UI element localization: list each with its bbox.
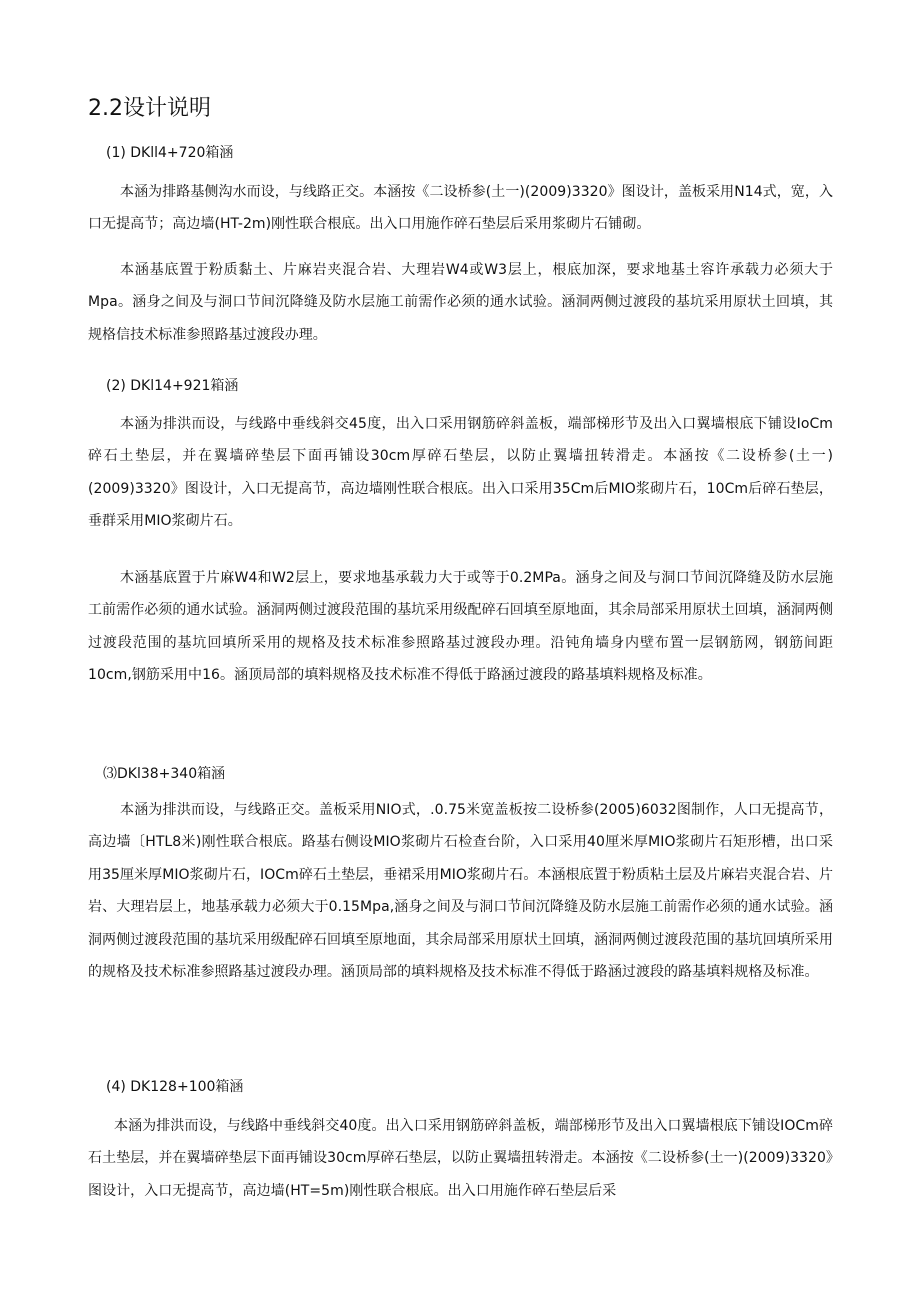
subsection-title-3: ⑶DKl38+340箱涵 xyxy=(103,766,226,782)
paragraph: 本涵为排洪而设，与线路中垂线斜交40度。出入口采用钢筋碎斜盖板，端部梯形节及出入口翼墙根底下铺设IOCm碎石土垫层，并在翼墙碎垫层下面再铺设30cm厚碎石垫层，以防止翼墙扭转滑走。本涵按《二设桥参(土一)(2009)3320》图设计，入口无提高节，高边墙(HT=5m)刚性联合根底。出入口用施作碎石垫层后采 xyxy=(88,1118,833,1199)
paragraph: 本涵为排洪而设，与线路正交。盖板采用NIO式，.0.75米宽盖板按二设桥参(2005)6032图制作，人口无提高节，高边墙〔HTL8米)刚性联合根底。路基右侧设MIO浆砌片石检查台阶，入口采用40厘米厚MIO浆砌片石矩形槽，出口采用35厘米厚MIO浆砌片石，IOCm碎石土垫层，垂裙采用MIO浆砌片石。本涵根底置于粉质粘土层及片麻岩夹混合岩、片岩、大理岩层上，地基承载力必须大于0.15Mpa,涵身之间及与洞口节间沉降缝及防水层施工前需作必须的通水试验。涵洞两侧过渡段范围的基坑采用级配碎石回填至原地面，其余局部采用原状土回填，涵洞两侧过渡段范围的基坑回填所采用的规格及技术标准参照路基过渡段办理。涵顶局部的填料规格及技术标准不得低于路涵过渡段的路基填料规格及标准。 xyxy=(88,802,833,981)
subsection-title-4: (4) DK128+100箱涵 xyxy=(106,1079,244,1095)
paragraph: 本涵基底置于粉质黏土、片麻岩夹混合岩、大理岩W4或W3层上，根底加深，要求地基土容许承载力必须大于Mpa。涵身之间及与洞口节间沉降缝及防水层施工前需作必须的通水试验。涵洞两侧过渡段的基坑采用原状土回填，其规格信技术标准参照路基过渡段办理。 xyxy=(88,262,833,343)
paragraph: 本涵为排洪而设，与线路中垂线斜交45度，出入口采用钢筋碎斜盖板，端部梯形节及出入口翼墙根底下铺设IoCm碎石土垫层，并在翼墙碎垫层下面再铺设30cm厚碎石垫层，以防止翼墙扭转滑走。本涵按《二设桥参(土一)(2009)3320》图设计，入口无提高节，高边墙刚性联合根底。出入口采用35Cm后MIO浆砌片石，10Cm后碎石垫层，垂群采用MIO浆砌片石。 xyxy=(88,416,833,530)
subsection-title-2: (2) DKl14+921箱涵 xyxy=(106,378,239,394)
section-heading: 2.2设计说明 xyxy=(88,96,211,121)
paragraph: 木涵基底置于片麻W4和W2层上，要求地基承载力大于或等于0.2MPa。涵身之间及与洞口节间沉降缝及防水层施工前需作必须的通水试验。涵洞两侧过渡段范围的基坑采用级配碎石回填至原地面，其余局部采用原状土回填，涵洞两侧过渡段范围的基坑回填所采用的规格及技术标准参照路基过渡段办理。沿钝角墙身内壁布置一层钢筋网，钢筋间距10cm,钢筋采用中16。涵顶局部的填料规格及技术标准不得低于路涵过渡段的路基填料规格及标准。 xyxy=(88,570,833,684)
subsection-title-1: (1) DKll4+720箱涵 xyxy=(106,145,234,161)
paragraph: 本涵为排路基侧沟水而设，与线路正交。本涵按《二设桥参(土一)(2009)3320》图设计，盖板采用N14式，宽，入口无提高节；高边墙(HT-2m)刚性联合根底。出入口用施作碎石垫层后采用浆砌片石铺砌。 xyxy=(88,184,833,233)
